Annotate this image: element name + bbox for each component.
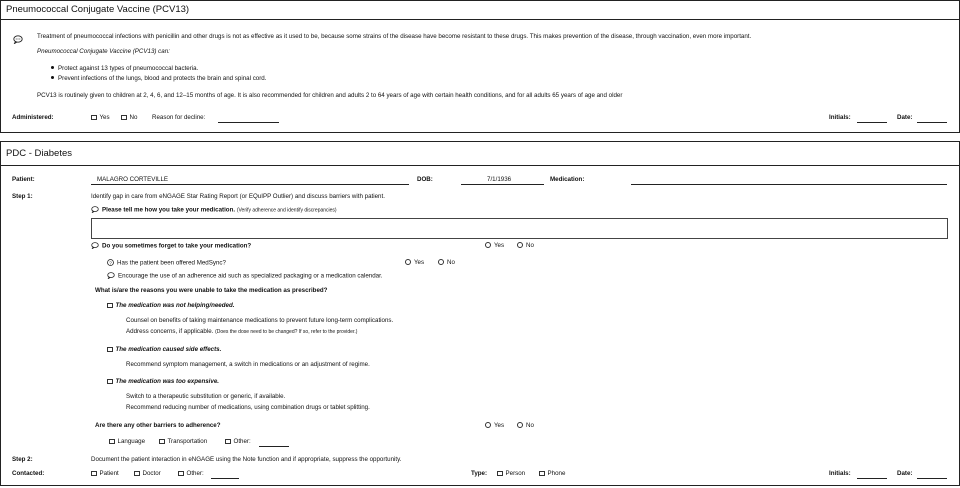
- administered-yes[interactable]: Yes: [91, 114, 110, 121]
- decline-field[interactable]: [218, 122, 279, 123]
- pcv13-title-divider: [1, 19, 959, 20]
- patient-label: Patient:: [12, 176, 35, 183]
- pcv13-date-label: Date:: [897, 114, 913, 121]
- pdc-panel: [0, 141, 960, 486]
- pcv13-date-field[interactable]: [917, 122, 947, 123]
- forget-no-radio[interactable]: [517, 242, 523, 248]
- comment-icon: [107, 272, 115, 281]
- contact-patient-checkbox[interactable]: [91, 471, 97, 477]
- administered-no-checkbox[interactable]: [121, 115, 127, 121]
- reason2-row[interactable]: The medication caused side effects.: [107, 346, 221, 353]
- forget-yes-radio[interactable]: [485, 242, 491, 248]
- reason1-checkbox[interactable]: [107, 303, 113, 309]
- reason2-checkbox[interactable]: [107, 347, 113, 353]
- contact-patient[interactable]: Patient: [91, 470, 119, 477]
- patient-value: MALAGRO CORTEVILLE: [97, 176, 169, 183]
- pcv13-bullet-2: Prevent infections of the lungs, blood and protects the brain and spinal cord.: [51, 75, 266, 82]
- forget-yes[interactable]: Yes: [485, 242, 504, 249]
- dob-label: DOB:: [417, 176, 433, 183]
- pdc-title: PDC - Diabetes: [6, 148, 72, 159]
- contact-other[interactable]: Other:: [178, 470, 204, 477]
- question-icon: [107, 259, 114, 268]
- barrier-transportation-checkbox[interactable]: [159, 439, 165, 445]
- q-forget: Do you sometimes forget to take your medication?: [102, 242, 252, 250]
- barrier-other-checkbox[interactable]: [225, 439, 231, 445]
- svg-text:?: ?: [109, 261, 112, 266]
- step2-label: Step 2:: [12, 456, 33, 463]
- decline-label: Reason for decline:: [152, 114, 206, 121]
- other-barriers-q: Are there any other barriers to adherence?: [95, 422, 221, 429]
- type-person-checkbox[interactable]: [497, 471, 503, 477]
- reasons-q: What is/are the reasons you were unable to take the medication as prescribed?: [95, 287, 328, 294]
- reason1-line1: Counsel on benefits of taking maintenance medications to prevent future long-term complications.: [126, 317, 394, 324]
- contacted-label: Contacted:: [12, 470, 45, 477]
- contact-doctor[interactable]: Doctor: [134, 470, 161, 477]
- barrier-other-field[interactable]: [259, 446, 289, 447]
- pcv13-initials-label: Initials:: [829, 114, 851, 121]
- pcv13-can-label: Pneumococcal Conjugate Vaccine (PCV13) can:: [37, 48, 170, 55]
- contact-other-field[interactable]: [211, 478, 239, 479]
- comment-icon: [91, 242, 99, 251]
- administered-yes-checkbox[interactable]: [91, 115, 97, 121]
- reason3-line1: Switch to a therapeutic substitution or generic, if available.: [126, 393, 286, 400]
- reason3-row[interactable]: The medication was too expensive.: [107, 378, 219, 385]
- pcv13-initials-field[interactable]: [857, 122, 887, 123]
- reason3-line2: Recommend reducing number of medications, using combination drugs or tablet splitting.: [126, 404, 370, 411]
- step1-label: Step 1:: [12, 193, 33, 200]
- medsync-yes-radio[interactable]: [405, 259, 411, 265]
- dob-value: 7/1/1936: [487, 176, 512, 183]
- pdc-date-field[interactable]: [917, 478, 947, 479]
- step1-text: Identify gap in care from eNGAGE Star Rating Report (or EQuIPP Outlier) and discuss barriers with patient.: [91, 193, 385, 200]
- pdc-initials-field[interactable]: [857, 478, 887, 479]
- pcv13-bullet-1: Protect against 13 types of pneumococcal bacteria.: [51, 65, 198, 72]
- forget-no[interactable]: No: [517, 242, 534, 249]
- barrier-language[interactable]: Language: [109, 438, 145, 445]
- type-phone-checkbox[interactable]: [539, 471, 545, 477]
- barriers-yes-radio[interactable]: [485, 422, 491, 428]
- type-phone[interactable]: Phone: [539, 470, 565, 477]
- pcv13-panel: [0, 0, 960, 133]
- medsync-yes[interactable]: Yes: [405, 259, 424, 266]
- encourage-text: Encourage the use of an adherence aid such as specialized packaging or a medication calendar.: [118, 272, 383, 280]
- pcv13-routine: PCV13 is routinely given to children at 2, 4, 6, and 12–15 months of age. It is also recommended for children and adults 2 to 64 years of age with certain health conditions, and for all adults 65 years of age and older: [37, 92, 623, 99]
- reason1-row[interactable]: The medication was not helping/needed.: [107, 302, 234, 309]
- pcv13-title: Pneumococcal Conjugate Vaccine (PCV13): [6, 4, 190, 15]
- comment-icon: [91, 206, 99, 215]
- q-take: Please tell me how you take your medication.: [102, 206, 236, 214]
- medsync-no-radio[interactable]: [438, 259, 444, 265]
- reason3-checkbox[interactable]: [107, 379, 113, 385]
- q-forget-row: [91, 242, 251, 251]
- contact-other-checkbox[interactable]: [178, 471, 184, 477]
- barriers-yes[interactable]: Yes: [485, 422, 504, 429]
- administered-label: Administered:: [12, 114, 54, 121]
- encourage-row: [107, 272, 383, 281]
- pdc-title-divider: [1, 165, 959, 166]
- reason2-line1: Recommend symptom management, a switch in medications or an adjustment of regime.: [126, 361, 370, 368]
- dob-field-line: [461, 184, 544, 185]
- q-take-note: (Verify adherence and identify discrepancies): [236, 207, 337, 214]
- reason1-line2-row: Address concerns, if applicable. (Does the dose need to be changed? If so, refer to the provider.): [126, 328, 358, 335]
- pcv13-intro: Treatment of pneumococcal infections with penicillin and other drugs is not as effective as it used to be, because some strains of the disease have become resistant to these drugs. This makes prevention of the disease, through vaccination, even more important.: [37, 33, 752, 40]
- medsync-row: [107, 259, 226, 268]
- barrier-other[interactable]: Other:: [225, 438, 251, 445]
- medication-usage-input[interactable]: [91, 218, 948, 239]
- step2-text: Document the patient interaction in eNGAGE using the Note function and if appropriate, suppress the opportunity.: [91, 456, 402, 463]
- type-person[interactable]: Person: [497, 470, 525, 477]
- type-label: Type:: [471, 470, 488, 477]
- barrier-transportation[interactable]: Transportation: [159, 438, 207, 445]
- contact-doctor-checkbox[interactable]: [134, 471, 140, 477]
- barriers-no-radio[interactable]: [517, 422, 523, 428]
- barrier-language-checkbox[interactable]: [109, 439, 115, 445]
- medication-label: Medication:: [550, 176, 585, 183]
- medsync-no[interactable]: No: [438, 259, 455, 266]
- pdc-initials-label: Initials:: [829, 470, 851, 477]
- administered-no[interactable]: No: [121, 114, 137, 121]
- pdc-date-label: Date:: [897, 470, 913, 477]
- q-take-row: [91, 206, 337, 215]
- barriers-no[interactable]: No: [517, 422, 534, 429]
- medication-field[interactable]: [631, 184, 947, 185]
- patient-field-line: [91, 184, 409, 185]
- comment-icon: [13, 31, 23, 49]
- medsync-q: Has the patient been offered MedSync?: [117, 259, 226, 267]
